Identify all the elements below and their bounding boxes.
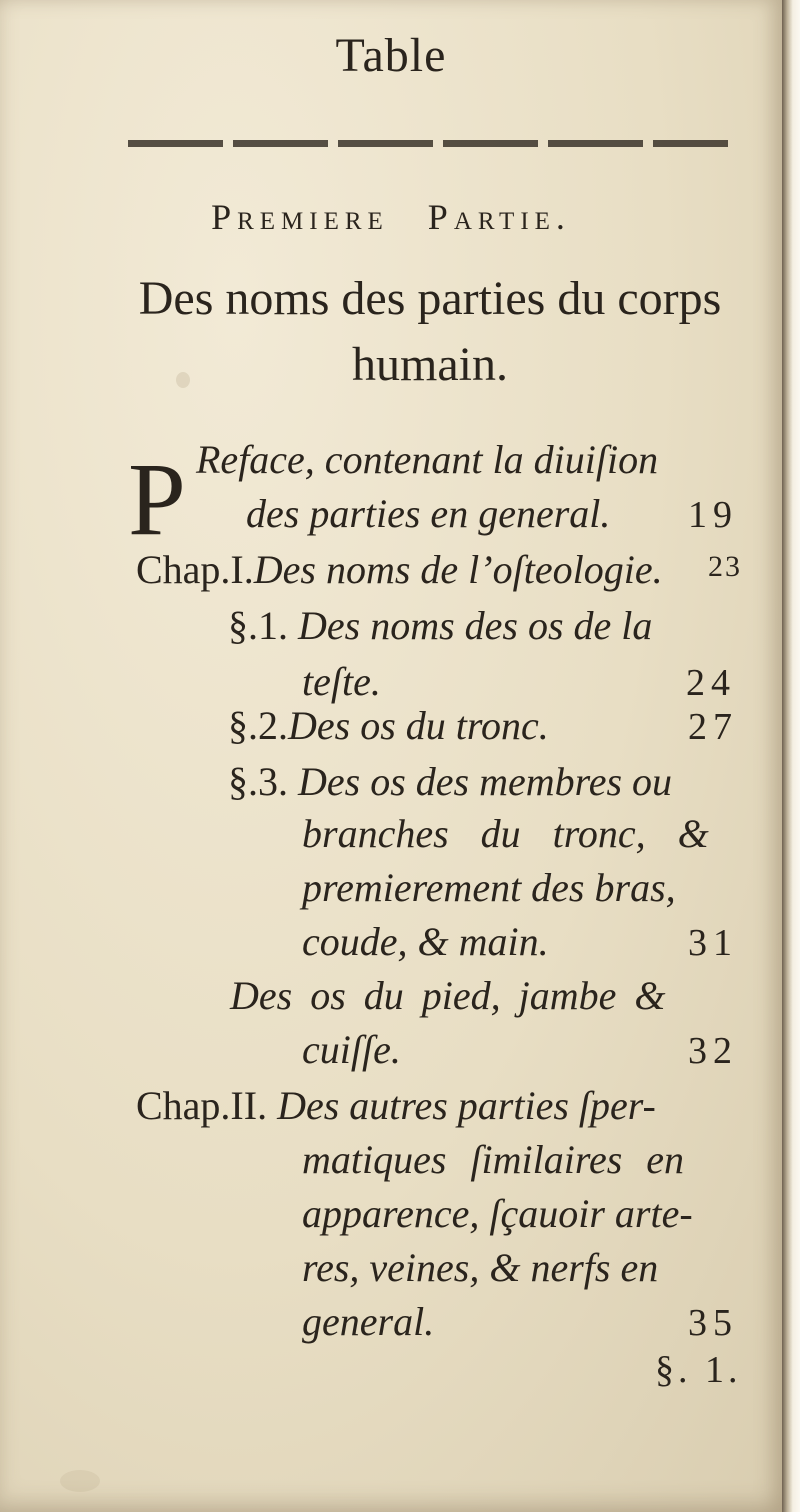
page-number: 31 bbox=[688, 922, 738, 964]
toc-entry bbox=[136, 1083, 656, 1128]
page-number: 27 bbox=[688, 706, 738, 748]
toc-entry bbox=[136, 547, 663, 592]
toc-line: Des os du pied, jambe & bbox=[230, 973, 666, 1018]
catchword: §. 1. bbox=[655, 1349, 742, 1391]
toc-line: Reface, contenant la diuiſion bbox=[196, 437, 659, 482]
toc-entry bbox=[228, 703, 549, 748]
page-number: 35 bbox=[688, 1302, 738, 1344]
toc-line: general. bbox=[302, 1299, 435, 1344]
toc-line: branches du tronc, & bbox=[302, 811, 709, 856]
page-number: 24 bbox=[686, 662, 736, 704]
toc-line: apparence, ſçauoir arte- bbox=[302, 1191, 693, 1236]
drop-cap: P bbox=[128, 442, 186, 557]
section-label: §.1. bbox=[228, 603, 288, 648]
chapter-label: Chap.I. bbox=[136, 547, 254, 592]
toc-line: cuiſſe. bbox=[302, 1027, 401, 1072]
part-subtitle: Des noms des parties du corps humain. bbox=[138, 272, 722, 391]
page-edge bbox=[782, 0, 800, 1512]
toc-line: Des noms des os de la bbox=[298, 603, 653, 648]
section-label: §.2. bbox=[228, 703, 288, 748]
toc-line: Des autres parties ſper- bbox=[277, 1083, 656, 1128]
page-number: 19 bbox=[688, 494, 738, 536]
toc-line: teſte. bbox=[302, 659, 381, 704]
page-number: 23 bbox=[708, 550, 742, 583]
toc-line: coude, & main. bbox=[302, 919, 549, 964]
toc-line: des parties en general. bbox=[246, 491, 611, 536]
toc-line: matiques ſimilaires en bbox=[302, 1137, 685, 1182]
toc-line: Des os du tronc. bbox=[288, 703, 549, 748]
chapter-label: Chap.II. bbox=[136, 1083, 268, 1128]
toc-line: premierement des bras, bbox=[302, 865, 676, 910]
part-title: Premiere Partie. bbox=[211, 197, 571, 237]
toc-line: res, veines, & nerfs en bbox=[302, 1245, 659, 1290]
running-head: Table bbox=[335, 29, 447, 82]
page-number: 32 bbox=[688, 1030, 738, 1072]
toc-line: Des noms de l’oſteologie. bbox=[253, 547, 663, 592]
section-label: §.3. bbox=[228, 759, 288, 804]
toc-line: Des os des membres ou bbox=[298, 759, 673, 804]
toc-entry bbox=[228, 759, 673, 804]
toc-entry bbox=[228, 603, 653, 648]
